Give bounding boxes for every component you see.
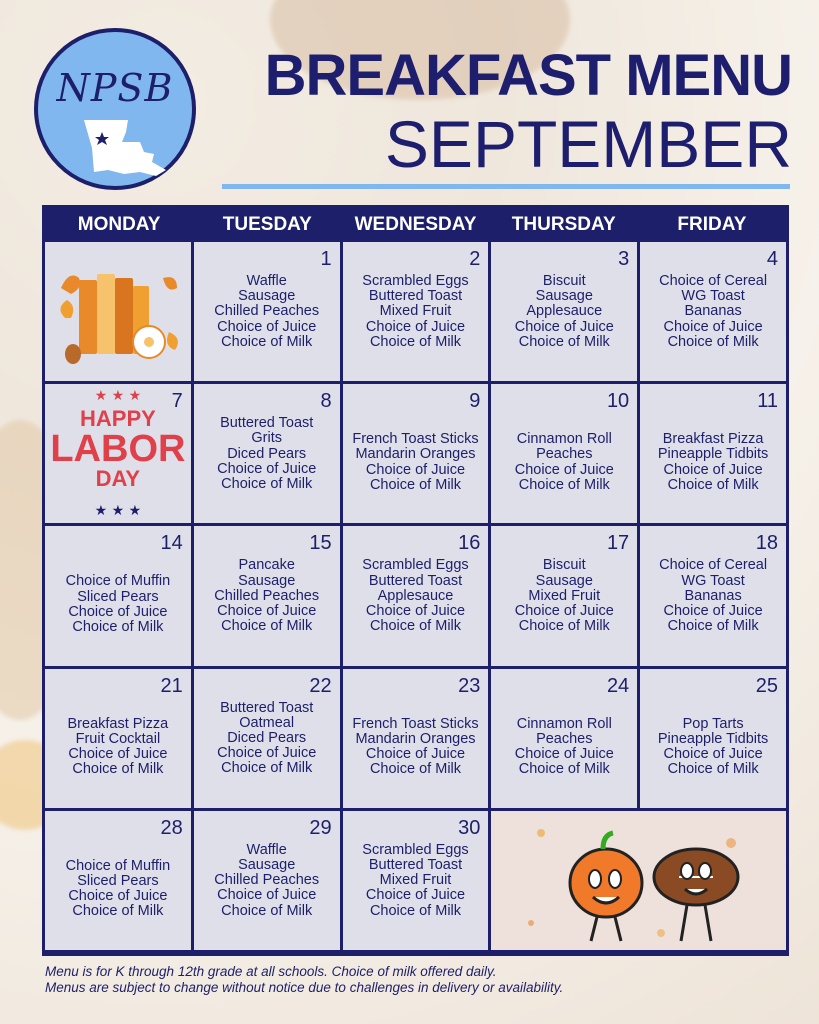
menu-item: Bananas xyxy=(684,587,742,604)
menu-item: French Toast Sticks xyxy=(352,431,479,448)
day-cell-9 xyxy=(343,384,489,523)
menu-item: Mixed Fruit xyxy=(528,587,601,604)
menu-items xyxy=(491,274,637,350)
menu-item: Choice of Cereal xyxy=(659,557,768,574)
month-title: SEPTEMBER xyxy=(384,107,792,181)
day-cell-3 xyxy=(491,242,637,381)
menu-item: Choice of Milk xyxy=(369,476,462,493)
menu-item: Choice of Milk xyxy=(369,902,462,919)
menu-items xyxy=(45,574,191,635)
menu-item: Choice of Juice xyxy=(365,746,466,762)
menu-items xyxy=(343,432,489,493)
menu-item: Buttered Toast xyxy=(368,572,463,589)
menu-item: Fruit Cocktail xyxy=(75,730,161,747)
day-cell-1 xyxy=(194,242,340,381)
menu-item: Buttered Toast xyxy=(368,288,463,305)
menu-item: Peaches xyxy=(536,730,593,747)
menu-item: Mixed Fruit xyxy=(379,303,452,320)
menu-item: Cinnamon Roll xyxy=(516,431,612,448)
day-cell-8 xyxy=(194,384,340,523)
calendar-grid xyxy=(45,242,786,950)
menu-items xyxy=(640,432,786,493)
menu-items xyxy=(343,843,489,919)
menu-items xyxy=(640,717,786,778)
day-cell-28 xyxy=(45,811,191,950)
menu-item: Applesauce xyxy=(377,587,454,604)
menu-item: Choice of Milk xyxy=(221,902,313,919)
decorative-pumpkin-football xyxy=(491,811,786,950)
menu-item: Choice of Juice xyxy=(217,887,317,904)
menu-item: Sausage xyxy=(535,572,593,589)
menu-item: Choice of Milk xyxy=(72,761,164,778)
day-number: 10 xyxy=(606,390,630,413)
decorative-autumn-books xyxy=(45,242,191,381)
menu-item: Buttered Toast xyxy=(368,857,463,873)
menu-item: Breakfast Pizza xyxy=(67,715,169,732)
menu-item: Choice of Juice xyxy=(663,746,763,762)
day-number: 4 xyxy=(766,248,778,270)
menu-item: French Toast Sticks xyxy=(352,715,479,732)
menu-items xyxy=(343,717,489,778)
day-cell-24 xyxy=(491,669,637,808)
menu-item: Mandarin Oranges xyxy=(355,446,476,463)
menu-item: Choice of Milk xyxy=(667,761,759,778)
menu-items xyxy=(194,558,340,634)
day-number: 28 xyxy=(160,816,183,839)
day-cell-30 xyxy=(343,811,489,950)
day-header-thursday: THURSDAY xyxy=(511,214,616,235)
weekday-header xyxy=(45,208,786,242)
menu-item: Choice of Juice xyxy=(68,746,168,762)
menu-item: Choice of Juice xyxy=(514,746,614,762)
menu-items xyxy=(194,416,340,492)
menu-items xyxy=(45,717,191,778)
menu-item: Choice of Juice xyxy=(217,745,317,762)
menu-items xyxy=(194,843,340,919)
menu-item: Choice of Milk xyxy=(221,333,313,350)
menu-item: Choice of Juice xyxy=(365,887,466,904)
menu-item: Chilled Peaches xyxy=(214,303,320,320)
menu-item: Diced Pears xyxy=(227,445,307,462)
menu-item: Pineapple Tidbits xyxy=(657,730,769,747)
menu-item: Cinnamon Roll xyxy=(516,715,612,732)
menu-item: Sausage xyxy=(238,288,296,305)
day-number: 8 xyxy=(320,390,332,413)
day-number: 9 xyxy=(469,390,481,413)
menu-item: Choice of Milk xyxy=(369,333,462,350)
menu-item: Choice of Juice xyxy=(217,603,317,619)
menu-item: Scrambled Eggs xyxy=(362,841,469,858)
day-cell-23 xyxy=(343,669,489,808)
day-number: 25 xyxy=(755,674,778,697)
menu-item: Sausage xyxy=(535,288,593,305)
day-number: 1 xyxy=(320,248,332,270)
menu-item: Choice of Milk xyxy=(667,476,759,493)
day-cell-25 xyxy=(640,669,786,808)
menu-item: Diced Pears xyxy=(227,730,307,746)
menu-item: Chilled Peaches xyxy=(214,872,320,889)
menu-item: Peaches xyxy=(536,446,593,463)
menu-item: Choice of Juice xyxy=(514,318,614,335)
labor-day-labor: LABOR xyxy=(50,428,186,471)
menu-item: Choice of Juice xyxy=(365,603,466,619)
day-number: 2 xyxy=(469,248,481,270)
labor-day-day: DAY xyxy=(95,466,141,492)
day-number: 23 xyxy=(458,674,481,697)
menu-item: Applesauce xyxy=(526,303,603,320)
menu-item: Oatmeal xyxy=(239,714,295,731)
menu-item: Sausage xyxy=(238,572,296,589)
menu-item: Choice of Juice xyxy=(217,318,317,335)
day-number: 15 xyxy=(309,532,332,555)
menu-item: Choice of Juice xyxy=(514,461,614,478)
menu-items xyxy=(491,717,637,778)
logo-text: NPSB xyxy=(56,66,174,110)
day-cell-2 xyxy=(343,242,489,381)
stars-top-icon: ★ ★ ★ xyxy=(94,388,142,405)
day-cell-21 xyxy=(45,669,191,808)
day-number: 11 xyxy=(757,390,778,413)
menu-items xyxy=(640,558,786,634)
menu-item: Sausage xyxy=(238,857,296,873)
menu-item: Scrambled Eggs xyxy=(362,273,469,289)
menu-item: Waffle xyxy=(246,841,287,858)
menu-item: Sliced Pears xyxy=(77,873,159,889)
day-number: 29 xyxy=(309,816,332,839)
menu-item: Mandarin Oranges xyxy=(355,730,476,747)
day-cell-14 xyxy=(45,526,191,665)
menu-items xyxy=(194,701,340,777)
day-cell-10 xyxy=(491,384,637,523)
footer-line-2: Menus are subject to change without notice due to challenges in delivery or availability. xyxy=(45,980,564,995)
title-divider xyxy=(222,184,790,189)
menu-item: Choice of Juice xyxy=(514,603,614,619)
day-header-tuesday: TUESDAY xyxy=(222,214,312,235)
menu-items xyxy=(491,558,637,634)
menu-item: Choice of Milk xyxy=(369,761,462,778)
stars-bottom-icon: ★ ★ ★ xyxy=(94,503,142,520)
menu-item: WG Toast xyxy=(681,288,745,305)
menu-item: Choice of Milk xyxy=(369,618,462,635)
menu-item: Scrambled Eggs xyxy=(362,557,469,574)
menu-item: Choice of Juice xyxy=(68,888,168,905)
npsb-logo xyxy=(34,28,196,190)
day-cell-16 xyxy=(343,526,489,665)
menu-item: Choice of Muffin xyxy=(65,573,171,590)
menu-item: Choice of Milk xyxy=(221,760,313,777)
day-number: 16 xyxy=(458,532,481,555)
page-title: BREAKFAST MENU xyxy=(264,43,792,108)
menu-item: Bananas xyxy=(684,303,742,320)
day-header-monday: MONDAY xyxy=(77,214,161,235)
menu-item: Choice of Milk xyxy=(518,333,610,350)
menu-item: Sliced Pears xyxy=(77,588,159,605)
day-cell-7 xyxy=(45,384,191,523)
menu-item: Choice of Milk xyxy=(518,618,610,635)
footer-notes xyxy=(45,964,563,996)
menu-item: Biscuit xyxy=(542,273,586,289)
menu-item: Choice of Milk xyxy=(518,476,610,493)
menu-item: Choice of Juice xyxy=(663,318,763,335)
menu-items xyxy=(343,274,489,350)
menu-item: Choice of Milk xyxy=(72,619,164,635)
menu-item: Choice of Juice xyxy=(663,461,763,478)
day-number: 7 xyxy=(171,390,183,413)
labor-day-happy: HAPPY xyxy=(80,406,156,432)
day-cell-29 xyxy=(194,811,340,950)
menu-item: Choice of Juice xyxy=(68,603,168,620)
day-cell-22 xyxy=(194,669,340,808)
day-number: 22 xyxy=(309,674,332,697)
louisiana-map-icon xyxy=(82,118,168,178)
menu-item: Choice of Milk xyxy=(221,476,313,492)
menu-calendar xyxy=(42,205,789,956)
menu-item: Choice of Juice xyxy=(365,318,466,335)
menu-item: Pop Tarts xyxy=(682,715,744,732)
day-number: 17 xyxy=(606,532,630,555)
menu-items xyxy=(640,274,786,350)
menu-items xyxy=(343,558,489,634)
day-header-friday: FRIDAY xyxy=(677,214,747,235)
menu-item: Mixed Fruit xyxy=(379,872,452,889)
menu-item: Choice of Juice xyxy=(663,603,763,619)
menu-item: Buttered Toast xyxy=(220,699,314,716)
menu-item: Choice of Juice xyxy=(217,460,317,477)
menu-item: Chilled Peaches xyxy=(214,587,320,604)
menu-item: Choice of Cereal xyxy=(659,273,768,289)
menu-item: Pancake xyxy=(238,557,295,574)
day-cell-18 xyxy=(640,526,786,665)
day-number: 30 xyxy=(458,816,481,839)
menu-items xyxy=(45,859,191,920)
day-cell-4 xyxy=(640,242,786,381)
menu-item: Choice of Milk xyxy=(518,761,610,778)
day-cell-17 xyxy=(491,526,637,665)
menu-item: Choice of Milk xyxy=(221,618,313,635)
day-number: 18 xyxy=(755,532,778,555)
menu-item: Choice of Milk xyxy=(72,903,164,920)
day-number: 21 xyxy=(160,674,183,697)
menu-item: Biscuit xyxy=(542,557,586,574)
menu-item: Breakfast Pizza xyxy=(662,431,764,448)
day-header-wednesday: WEDNESDAY xyxy=(354,214,477,235)
autumn-books-icon xyxy=(51,248,191,381)
menu-item: Buttered Toast xyxy=(220,415,314,432)
menu-item: Grits xyxy=(251,430,282,447)
day-number: 24 xyxy=(606,674,630,697)
footer-line-1: Menu is for K through 12th grade at all schools. Choice of milk offered daily. xyxy=(45,964,497,979)
menu-item: Choice of Juice xyxy=(365,461,466,478)
menu-item: Pineapple Tidbits xyxy=(657,446,769,463)
day-cell-15 xyxy=(194,526,340,665)
menu-item: Choice of Milk xyxy=(667,333,759,350)
menu-item: Waffle xyxy=(246,273,287,289)
menu-item: WG Toast xyxy=(681,572,745,589)
menu-items xyxy=(491,432,637,493)
pumpkin-football-icon xyxy=(511,813,771,950)
menu-item: Choice of Milk xyxy=(667,618,759,635)
menu-item: Choice of Muffin xyxy=(65,857,171,874)
day-number: 14 xyxy=(160,532,183,555)
day-number: 3 xyxy=(618,248,630,270)
menu-items xyxy=(194,274,340,350)
day-cell-11 xyxy=(640,384,786,523)
